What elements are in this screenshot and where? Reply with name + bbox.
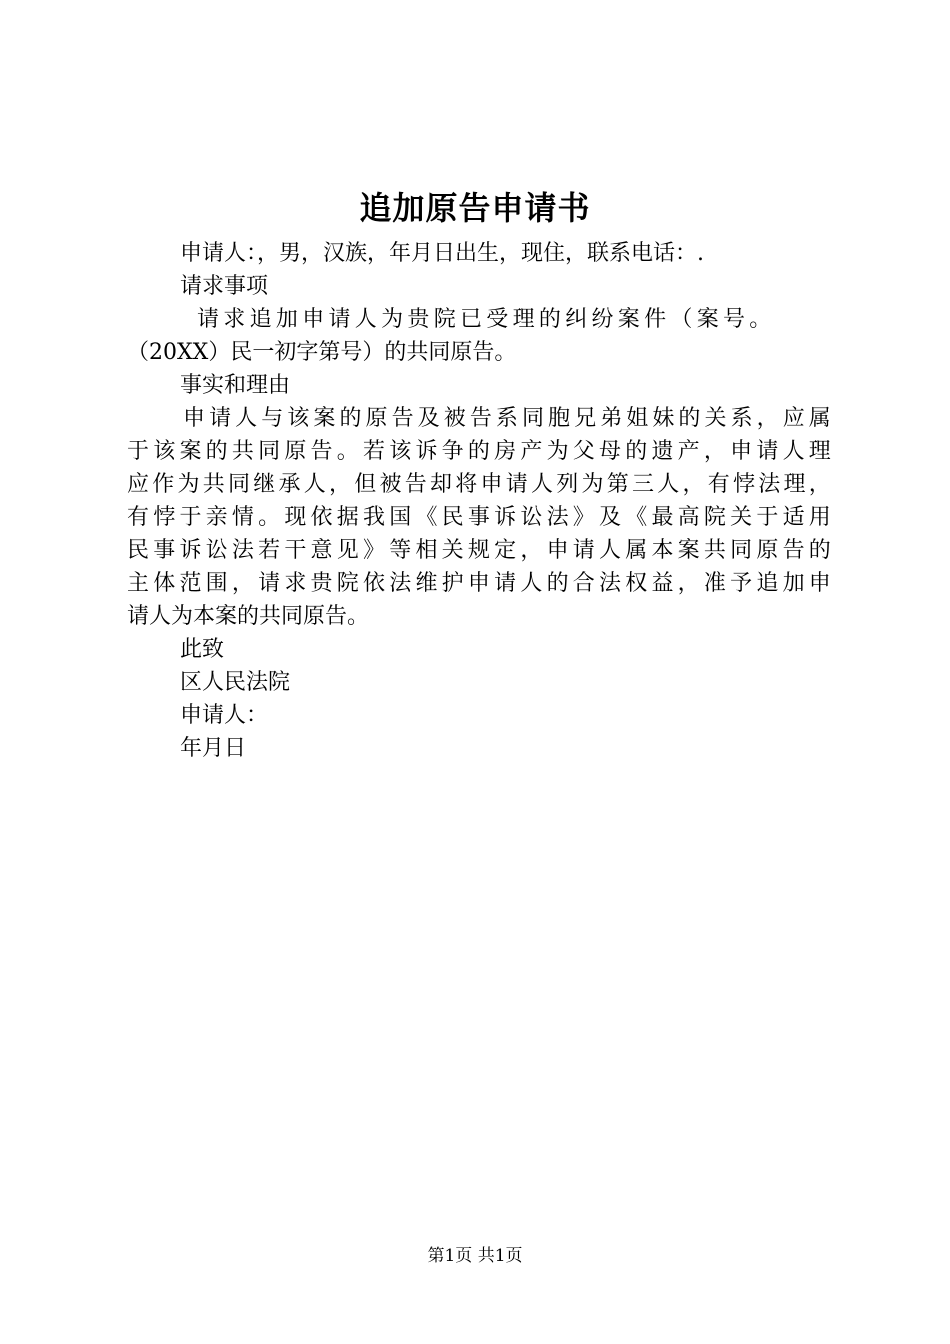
date-label: 年月日 [180, 736, 247, 761]
signature-label: 申请人： [180, 703, 269, 728]
facts-heading: 事实和理由 [180, 373, 291, 398]
facts-line: 民事诉讼法若干意见》等相关规定，申请人属本案共同原告的 [127, 538, 831, 563]
facts-line: 请人为本案的共同原告。 [127, 604, 370, 629]
facts-line: 有悖于亲情。现依据我国《民事诉讼法》及《最高院关于适用 [127, 505, 831, 530]
facts-line: 主体范围，请求贵院依法维护申请人的合法权益，准予追加申 [127, 571, 831, 596]
document-body [127, 237, 831, 765]
request-heading: 请求事项 [180, 274, 269, 299]
court-name: 区人民法院 [180, 670, 291, 695]
request-line-2: （20XX）民一初字第号）的共同原告。 [127, 340, 517, 365]
facts-line: 应作为共同继承人，但被告却将申请人列为第三人，有悖法理， [127, 472, 831, 497]
document-title: 追加原告申请书 [359, 189, 591, 227]
facts-line: 于该案的共同原告。若该诉争的房产为父母的遗产，申请人理 [127, 439, 831, 464]
request-line-1: 请求追加申请人为贵院已受理的纠纷案件（案号。 [197, 307, 776, 332]
salutation: 此致 [180, 637, 225, 662]
applicant-info-line: 申请人：，男，汉族，年月日出生，现住，联系电话：. [180, 241, 704, 266]
facts-line: 申请人与该案的原告及被告系同胞兄弟姐妹的关系，应属 [183, 406, 831, 431]
page-number-footer: 第1页 共1页 [427, 1246, 523, 1266]
